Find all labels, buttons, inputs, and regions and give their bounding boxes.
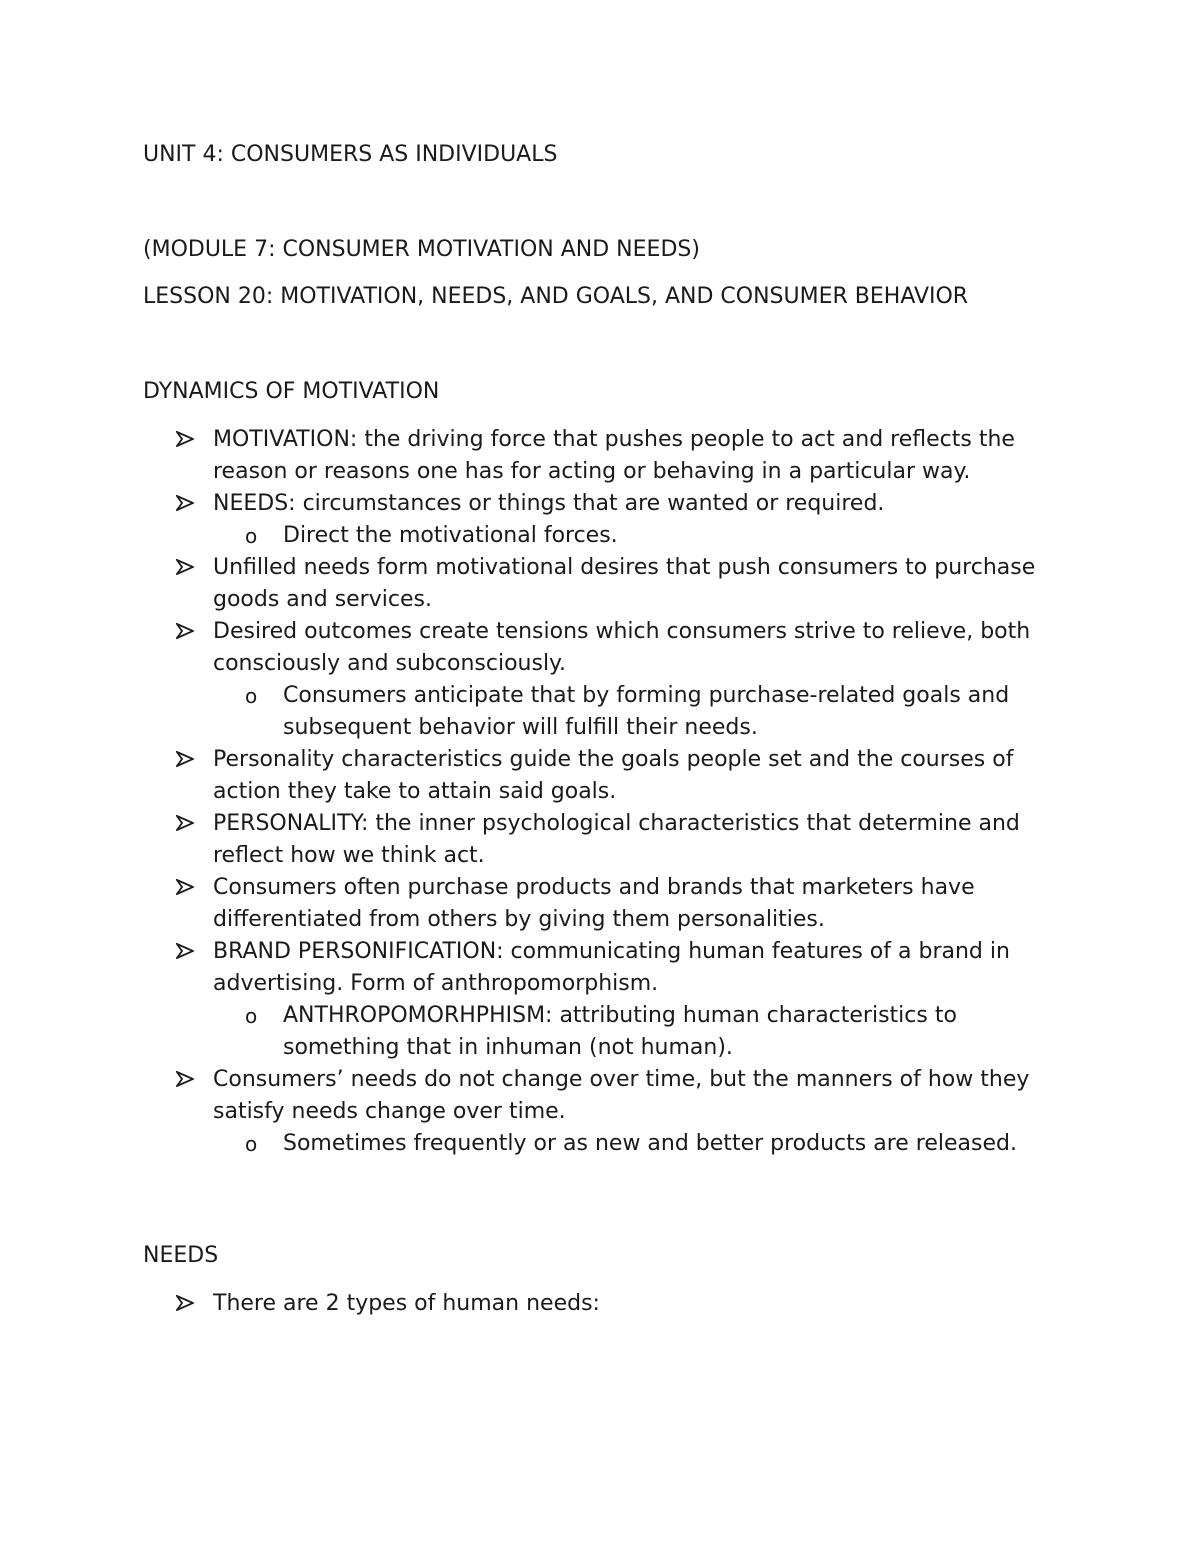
bullet-text: Desired outcomes create tensions which consumers strive to relieve, both consciously and subconsciously. bbox=[213, 619, 1031, 676]
sub-bullet-text: Consumers anticipate that by forming purchase-related goals and subsequent behavior will fulfill their needs. bbox=[283, 683, 1010, 740]
list-item bbox=[0, 424, 1053, 488]
arrowhead-bullet-icon bbox=[176, 488, 200, 520]
sub-list-item bbox=[0, 1128, 1053, 1160]
section-heading-dynamics: DYNAMICS OF MOTIVATION bbox=[143, 379, 440, 404]
needs-bullet-list bbox=[0, 1288, 1200, 1320]
sub-list-item bbox=[0, 520, 1053, 552]
bullet-text: Unfilled needs form motivational desires that push consumers to purchase goods and services. bbox=[213, 555, 1036, 612]
bullet-text: There are 2 types of human needs: bbox=[213, 1291, 600, 1316]
section-heading-needs: NEEDS bbox=[143, 1243, 219, 1268]
sub-bullet-marker: o bbox=[245, 1004, 258, 1028]
list-item bbox=[0, 616, 1053, 680]
arrowhead-bullet-icon bbox=[176, 808, 200, 840]
bullet-text: Consumers’ needs do not change over time, but the manners of how they satisfy needs change over time. bbox=[213, 1067, 1030, 1124]
bullet-text: NEEDS: circumstances or things that are wanted or required. bbox=[213, 491, 885, 516]
module-title: (MODULE 7: CONSUMER MOTIVATION AND NEEDS) bbox=[143, 237, 700, 262]
bullet-text: PERSONALITY: the inner psychological characteristics that determine and reflect how we think act. bbox=[213, 811, 1020, 868]
bullet-text: MOTIVATION: the driving force that pushes people to act and reflects the reason or reasons one has for acting or behaving in a particular way. bbox=[213, 427, 1015, 484]
list-item bbox=[0, 1288, 1053, 1320]
sub-bullet-marker: o bbox=[245, 524, 258, 548]
dynamics-bullet-list bbox=[0, 424, 1200, 1160]
arrowhead-bullet-icon bbox=[176, 1064, 200, 1096]
bullet-text: Personality characteristics guide the goals people set and the courses of action they take to attain said goals. bbox=[213, 747, 1014, 804]
arrowhead-bullet-icon bbox=[176, 424, 200, 456]
list-item bbox=[0, 1064, 1053, 1128]
bullet-text: Consumers often purchase products and brands that marketers have differentiated from others by giving them personalities. bbox=[213, 875, 975, 932]
arrowhead-bullet-icon bbox=[176, 872, 200, 904]
list-item bbox=[0, 808, 1053, 872]
sub-bullet-text: Sometimes frequently or as new and better products are released. bbox=[283, 1131, 1017, 1156]
bullet-text: BRAND PERSONIFICATION: communicating human features of a brand in advertising. Form of anthropomorphism. bbox=[213, 939, 1010, 996]
list-item bbox=[0, 744, 1053, 808]
sub-bullet-text: ANTHROPOMORHPHISM: attributing human characteristics to something that in inhuman (not human). bbox=[283, 1003, 957, 1060]
sub-bullet-text: Direct the motivational forces. bbox=[283, 523, 618, 548]
arrowhead-bullet-icon bbox=[176, 936, 200, 968]
sub-bullet-marker: o bbox=[245, 1132, 258, 1156]
arrowhead-bullet-icon bbox=[176, 616, 200, 648]
unit-title: UNIT 4: CONSUMERS AS INDIVIDUALS bbox=[143, 142, 558, 167]
sub-bullet-marker: o bbox=[245, 684, 258, 708]
list-item bbox=[0, 552, 1053, 616]
arrowhead-bullet-icon bbox=[176, 1288, 200, 1320]
list-item bbox=[0, 488, 1053, 520]
arrowhead-bullet-icon bbox=[176, 744, 200, 776]
sub-list-item bbox=[0, 680, 1053, 744]
list-item bbox=[0, 936, 1053, 1000]
arrowhead-bullet-icon bbox=[176, 552, 200, 584]
list-item bbox=[0, 872, 1053, 936]
lesson-title: LESSON 20: MOTIVATION, NEEDS, AND GOALS, AND CONSUMER BEHAVIOR bbox=[143, 284, 969, 309]
sub-list-item bbox=[0, 1000, 1053, 1064]
